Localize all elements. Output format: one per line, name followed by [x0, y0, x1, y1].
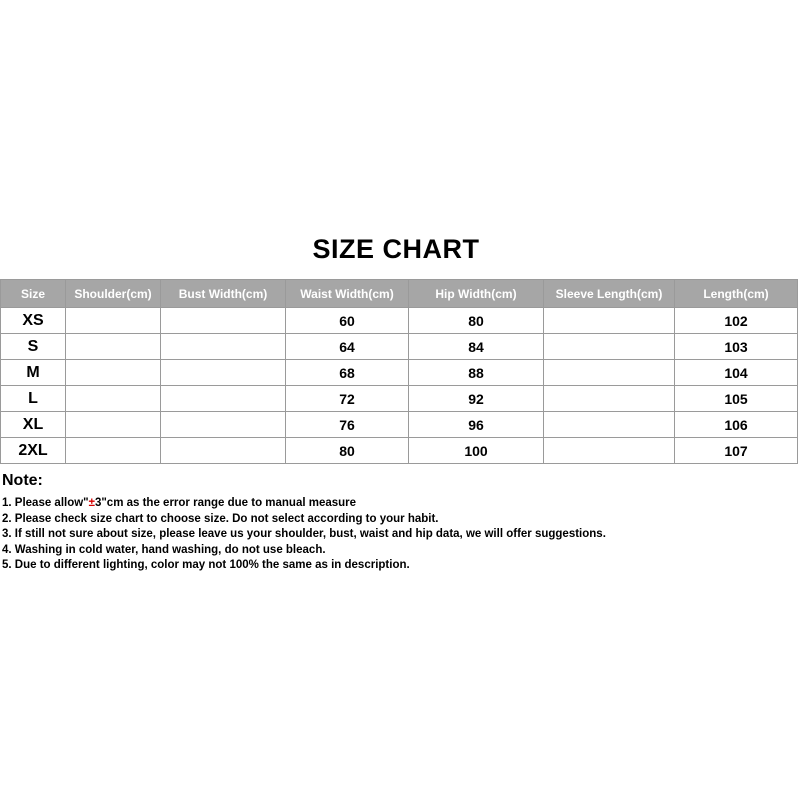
size-cell: XL: [1, 412, 66, 438]
size-cell: 2XL: [1, 438, 66, 464]
hip-cell: 84: [409, 334, 544, 360]
shoulder-cell: [66, 438, 161, 464]
sleeve-cell: [544, 334, 675, 360]
table-row: [1, 438, 798, 464]
column-header-length: Length(cm): [675, 280, 798, 308]
size-cell: L: [1, 386, 66, 412]
column-header-sleeve-length: Sleeve Length(cm): [544, 280, 675, 308]
column-header-bust-width: Bust Width(cm): [161, 280, 286, 308]
waist-cell: 64: [286, 334, 409, 360]
waist-cell: 60: [286, 308, 409, 334]
note-item: [2, 496, 606, 512]
sleeve-cell: [544, 308, 675, 334]
column-header-waist-width: Waist Width(cm): [286, 280, 409, 308]
note-item-text: 1. Please allow": [2, 497, 89, 509]
note-item-text: 3"cm as the error range due to manual measure: [94, 497, 357, 509]
note-item: 3. If still not sure about size, please leave us your shoulder, bust, waist and hip data, we will offer suggestions.: [2, 528, 606, 541]
bust-cell: [161, 360, 286, 386]
note-item: 4. Washing in cold water, hand washing, do not use bleach.: [2, 543, 326, 556]
size-cell: S: [1, 334, 66, 360]
table-row: [1, 360, 798, 386]
shoulder-cell: [66, 412, 161, 438]
hip-cell: 100: [409, 438, 544, 464]
note-list: [2, 496, 606, 574]
shoulder-cell: [66, 360, 161, 386]
hip-cell: 88: [409, 360, 544, 386]
shoulder-cell: [66, 334, 161, 360]
bust-cell: [161, 412, 286, 438]
length-cell: 106: [675, 412, 798, 438]
waist-cell: 80: [286, 438, 409, 464]
table-row: [1, 412, 798, 438]
length-cell: 102: [675, 308, 798, 334]
column-header-size: Size: [1, 280, 66, 308]
bust-cell: [161, 334, 286, 360]
note-item: 5. Due to different lighting, color may not 100% the same as in description.: [2, 559, 410, 572]
waist-cell: 76: [286, 412, 409, 438]
column-header-shoulder: Shoulder(cm): [66, 280, 161, 308]
size-chart-table: [0, 279, 798, 464]
shoulder-cell: [66, 386, 161, 412]
sleeve-cell: [544, 386, 675, 412]
page-title: SIZE CHART: [312, 234, 480, 264]
waist-cell: 72: [286, 386, 409, 412]
bust-cell: [161, 308, 286, 334]
table-row: [1, 308, 798, 334]
column-header-hip-width: Hip Width(cm): [409, 280, 544, 308]
plus-minus-symbol: ±: [88, 497, 95, 509]
length-cell: 105: [675, 386, 798, 412]
note-item: 2. Please check size chart to choose size. Do not select according to your habit.: [2, 512, 439, 525]
sleeve-cell: [544, 438, 675, 464]
waist-cell: 68: [286, 360, 409, 386]
length-cell: 107: [675, 438, 798, 464]
sleeve-cell: [544, 360, 675, 386]
table-header-row: [1, 280, 798, 308]
size-cell: M: [1, 360, 66, 386]
bust-cell: [161, 438, 286, 464]
hip-cell: 92: [409, 386, 544, 412]
table-row: [1, 334, 798, 360]
length-cell: 104: [675, 360, 798, 386]
hip-cell: 80: [409, 308, 544, 334]
bust-cell: [161, 386, 286, 412]
shoulder-cell: [66, 308, 161, 334]
note-heading: Note:: [2, 472, 43, 489]
sleeve-cell: [544, 412, 675, 438]
hip-cell: 96: [409, 412, 544, 438]
size-cell: XS: [1, 308, 66, 334]
length-cell: 103: [675, 334, 798, 360]
table-row: [1, 386, 798, 412]
